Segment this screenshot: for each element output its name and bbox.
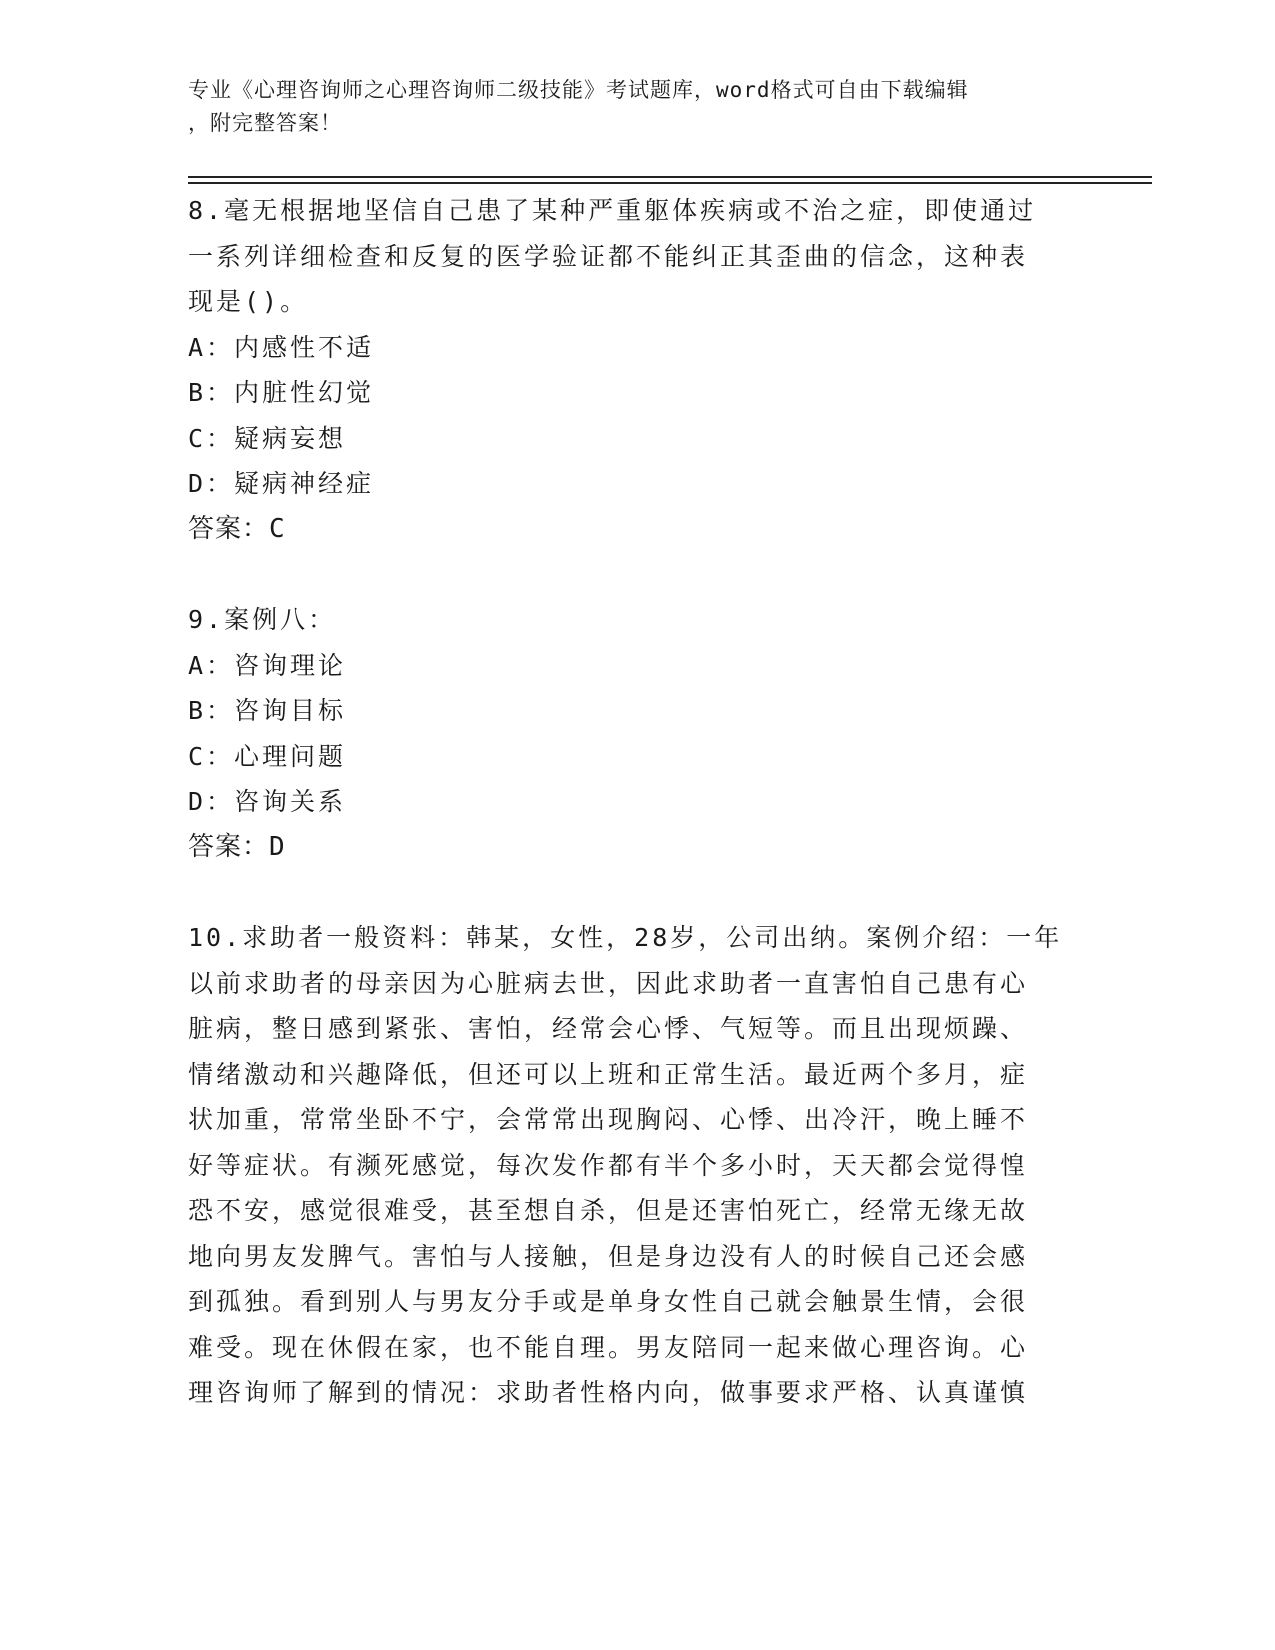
question-9-answer: 答案：D	[188, 831, 286, 862]
question-8-option-b: B：内脏性幻觉	[188, 378, 375, 407]
question-10-line-8: 地向男友发脾气。害怕与人接触，但是身边没有人的时候自己还会感	[188, 1241, 1029, 1271]
question-8-line-3: 现是()。	[188, 287, 309, 316]
question-8-option-d: D：疑病神经症	[188, 469, 375, 498]
question-8-line-2: 一系列详细检查和反复的医学验证都不能纠正其歪曲的信念，这种表	[188, 241, 1029, 271]
document-header	[188, 74, 1068, 140]
question-8-option-a: A：内感性不适	[188, 332, 375, 362]
question-8-option-c: C：疑病妄想	[188, 423, 347, 453]
question-10-line-9: 到孤独。看到别人与男友分手或是单身女性自己就会触景生情，会很	[188, 1287, 1029, 1316]
question-9-option-a: A：咨询理论	[188, 650, 347, 680]
question-10-line-3: 脏病，整日感到紧张、害怕，经常会心悸、气短等。而且出现烦躁、	[188, 1014, 1029, 1043]
question-9-option-c: C：心理问题	[188, 741, 347, 771]
question-9-option-d: D：咨询关系	[188, 787, 347, 816]
question-8-answer: 答案：C	[188, 513, 286, 544]
question-8	[188, 188, 1088, 552]
question-10-line-10: 难受。现在休假在家，也不能自理。男友陪同一起来做心理咨询。心	[188, 1332, 1029, 1362]
header-line-2: ，附完整答案！	[188, 111, 342, 135]
question-9	[188, 597, 1088, 870]
header-line-1: 专业《心理咨询师之心理咨询师二级技能》考试题库，word格式可自由下载编辑	[188, 78, 969, 102]
question-10	[188, 915, 1088, 1416]
question-9-line-1: 9.案例八：	[188, 605, 337, 634]
question-8-line-1: 8.毫无根据地坚信自己患了某种严重躯体疾病或不治之症，即使通过	[188, 196, 1037, 225]
question-list	[188, 188, 1088, 1416]
question-10-line-1: 10.求助者一般资料：韩某，女性，28岁，公司出纳。案例介绍：一年	[188, 923, 1063, 952]
question-10-line-7: 恐不安，感觉很难受，甚至想自杀，但是还害怕死亡，经常无缘无故	[188, 1196, 1029, 1225]
spacer	[188, 552, 1088, 597]
header-divider-bottom	[188, 182, 1152, 184]
spacer	[188, 870, 1088, 915]
question-10-line-4: 情绪激动和兴趣降低，但还可以上班和正常生活。最近两个多月，症	[188, 1059, 1029, 1089]
question-10-line-6: 好等症状。有濒死感觉，每次发作都有半个多小时，天天都会觉得惶	[188, 1150, 1029, 1180]
header-divider-top	[188, 176, 1152, 178]
question-9-option-b: B：咨询目标	[188, 696, 347, 725]
question-10-line-5: 状加重，常常坐卧不宁，会常常出现胸闷、心悸、出冷汗，晚上睡不	[188, 1105, 1029, 1134]
question-10-line-11: 理咨询师了解到的情况：求助者性格内向，做事要求严格、认真谨慎	[188, 1378, 1029, 1407]
question-10-line-2: 以前求助者的母亲因为心脏病去世，因此求助者一直害怕自己患有心	[188, 968, 1029, 998]
